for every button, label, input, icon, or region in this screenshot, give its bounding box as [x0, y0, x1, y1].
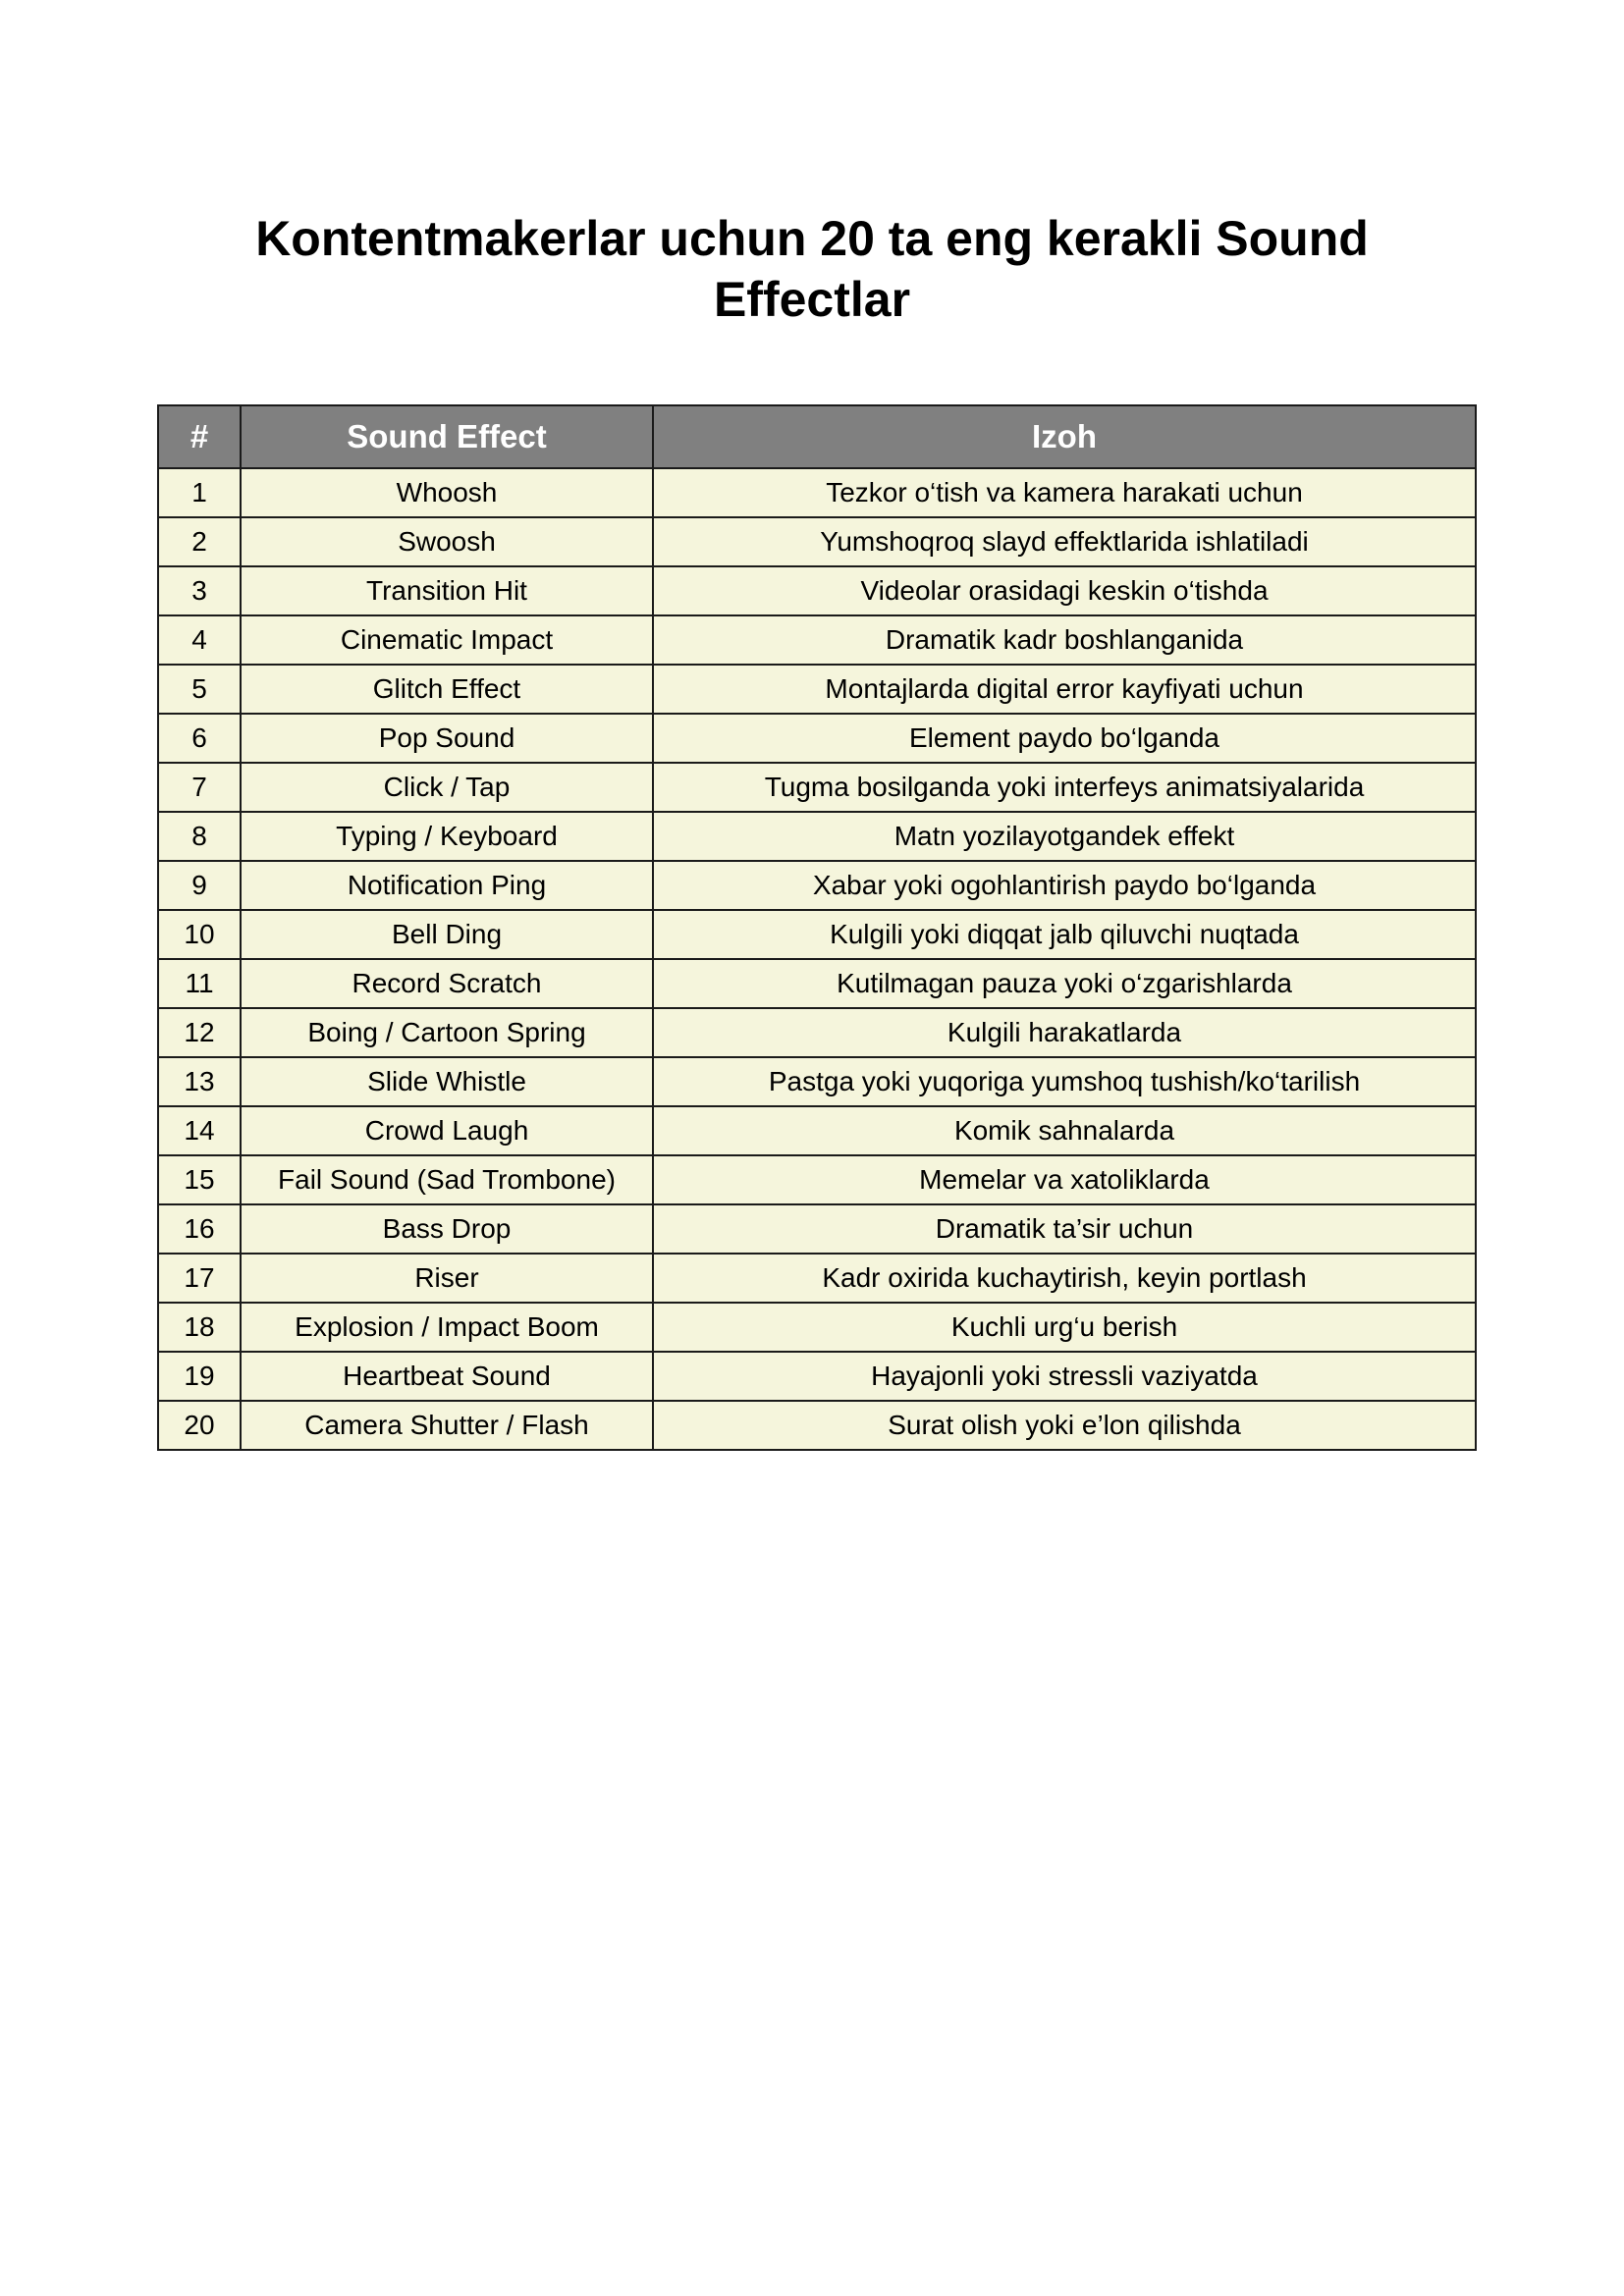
cell-number: 8: [158, 812, 241, 861]
table-row: [158, 763, 1476, 812]
cell-description: Kulgili harakatlarda: [653, 1008, 1476, 1057]
cell-description: Matn yozilayotgandek effekt: [653, 812, 1476, 861]
cell-sound-effect: Fail Sound (Sad Trombone): [241, 1155, 653, 1204]
cell-number: 9: [158, 861, 241, 910]
cell-number: 14: [158, 1106, 241, 1155]
column-header-description: Izoh: [653, 405, 1476, 468]
cell-number: 12: [158, 1008, 241, 1057]
cell-sound-effect: Notification Ping: [241, 861, 653, 910]
table-header-row: [158, 405, 1476, 468]
cell-description: Hayajonli yoki stressli vaziyatda: [653, 1352, 1476, 1401]
cell-sound-effect: Boing / Cartoon Spring: [241, 1008, 653, 1057]
cell-description: Surat olish yoki e’lon qilishda: [653, 1401, 1476, 1450]
cell-sound-effect: Record Scratch: [241, 959, 653, 1008]
cell-description: Komik sahnalarda: [653, 1106, 1476, 1155]
cell-number: 13: [158, 1057, 241, 1106]
cell-sound-effect: Slide Whistle: [241, 1057, 653, 1106]
cell-sound-effect: Camera Shutter / Flash: [241, 1401, 653, 1450]
cell-number: 1: [158, 468, 241, 517]
cell-sound-effect: Whoosh: [241, 468, 653, 517]
table-row: [158, 1303, 1476, 1352]
cell-description: Kulgili yoki diqqat jalb qiluvchi nuqtada: [653, 910, 1476, 959]
cell-description: Tugma bosilganda yoki interfeys animatsiyalarida: [653, 763, 1476, 812]
column-header-number: #: [158, 405, 241, 468]
cell-number: 2: [158, 517, 241, 566]
table-row: [158, 615, 1476, 665]
cell-number: 5: [158, 665, 241, 714]
cell-description: Tezkor o‘tish va kamera harakati uchun: [653, 468, 1476, 517]
table-row: [158, 665, 1476, 714]
table-row: [158, 1254, 1476, 1303]
table-row: [158, 566, 1476, 615]
cell-sound-effect: Glitch Effect: [241, 665, 653, 714]
table-body: [158, 468, 1476, 1450]
cell-description: Videolar orasidagi keskin o‘tishda: [653, 566, 1476, 615]
cell-description: Kutilmagan pauza yoki o‘zgarishlarda: [653, 959, 1476, 1008]
column-header-sound-effect: Sound Effect: [241, 405, 653, 468]
cell-description: Pastga yoki yuqoriga yumshoq tushish/ko‘tarilish: [653, 1057, 1476, 1106]
table-row: [158, 1057, 1476, 1106]
table-row: [158, 1401, 1476, 1450]
cell-sound-effect: Cinematic Impact: [241, 615, 653, 665]
cell-description: Yumshoqroq slayd effektlarida ishlatiladi: [653, 517, 1476, 566]
cell-number: 10: [158, 910, 241, 959]
table-row: [158, 714, 1476, 763]
cell-description: Dramatik ta’sir uchun: [653, 1204, 1476, 1254]
cell-sound-effect: Crowd Laugh: [241, 1106, 653, 1155]
cell-number: 4: [158, 615, 241, 665]
cell-description: Montajlarda digital error kayfiyati uchun: [653, 665, 1476, 714]
table-row: [158, 861, 1476, 910]
cell-number: 15: [158, 1155, 241, 1204]
cell-sound-effect: Typing / Keyboard: [241, 812, 653, 861]
cell-number: 7: [158, 763, 241, 812]
sound-effects-table: [157, 404, 1477, 1451]
cell-description: Element paydo bo‘lganda: [653, 714, 1476, 763]
table-row: [158, 1155, 1476, 1204]
cell-sound-effect: Explosion / Impact Boom: [241, 1303, 653, 1352]
cell-sound-effect: Swoosh: [241, 517, 653, 566]
cell-number: 11: [158, 959, 241, 1008]
table-row: [158, 1008, 1476, 1057]
table-row: [158, 1106, 1476, 1155]
table-row: [158, 910, 1476, 959]
cell-number: 18: [158, 1303, 241, 1352]
cell-number: 20: [158, 1401, 241, 1450]
table-row: [158, 517, 1476, 566]
cell-sound-effect: Heartbeat Sound: [241, 1352, 653, 1401]
cell-number: 3: [158, 566, 241, 615]
cell-number: 19: [158, 1352, 241, 1401]
cell-description: Dramatik kadr boshlanganida: [653, 615, 1476, 665]
cell-number: 6: [158, 714, 241, 763]
cell-number: 17: [158, 1254, 241, 1303]
cell-sound-effect: Riser: [241, 1254, 653, 1303]
table-row: [158, 959, 1476, 1008]
cell-description: Xabar yoki ogohlantirish paydo bo‘lganda: [653, 861, 1476, 910]
cell-description: Kuchli urg‘u berish: [653, 1303, 1476, 1352]
page-title: Kontentmakerlar uchun 20 ta eng kerakli Sound Effectlar: [255, 211, 1369, 327]
cell-description: Memelar va xatoliklarda: [653, 1155, 1476, 1204]
cell-number: 16: [158, 1204, 241, 1254]
table-row: [158, 468, 1476, 517]
cell-sound-effect: Bell Ding: [241, 910, 653, 959]
table-row: [158, 812, 1476, 861]
table-row: [158, 1204, 1476, 1254]
table-row: [158, 1352, 1476, 1401]
cell-sound-effect: Click / Tap: [241, 763, 653, 812]
cell-sound-effect: Transition Hit: [241, 566, 653, 615]
cell-description: Kadr oxirida kuchaytirish, keyin portlash: [653, 1254, 1476, 1303]
cell-sound-effect: Pop Sound: [241, 714, 653, 763]
cell-sound-effect: Bass Drop: [241, 1204, 653, 1254]
